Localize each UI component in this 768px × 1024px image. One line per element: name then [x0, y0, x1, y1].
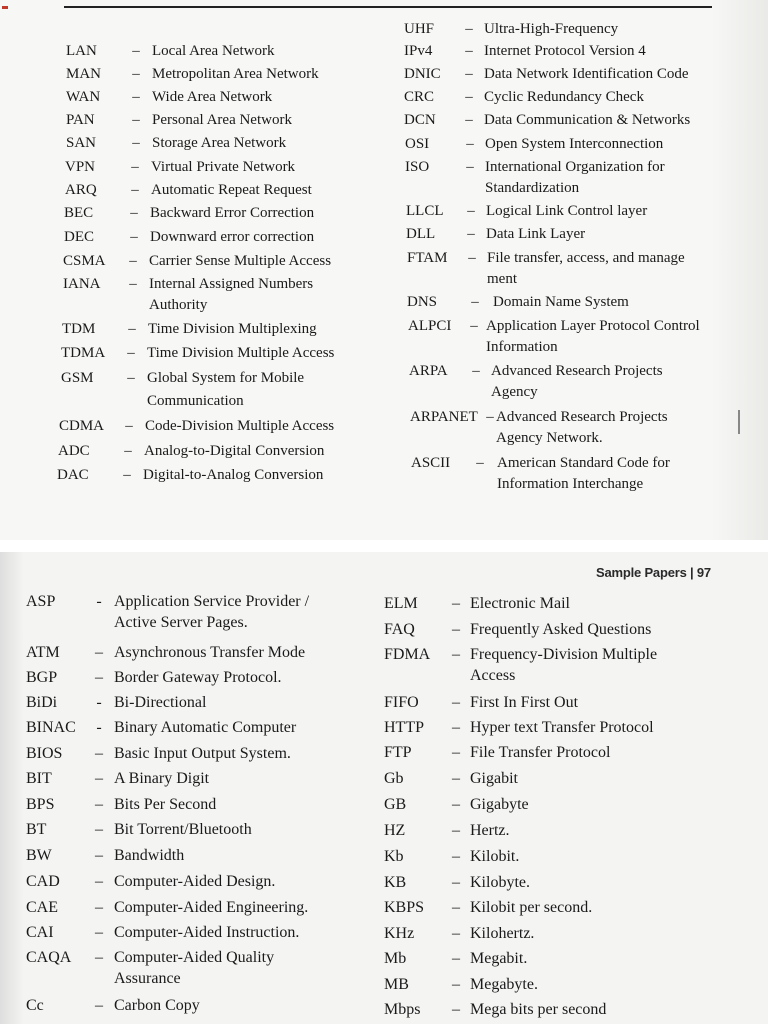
entry-dash: –: [129, 253, 137, 269]
entry-abbr: HTTP: [384, 719, 424, 736]
glossary-entry: [66, 87, 374, 108]
entry-abbr: ASP: [26, 593, 56, 610]
entry-abbr: GB: [384, 796, 407, 813]
entry-definition: Metropolitan Area Network: [152, 66, 319, 82]
entry-dash: –: [127, 345, 135, 361]
entry-definition: First In First Out: [470, 694, 579, 711]
entry-definition: Hyper text Transfer Protocol: [470, 719, 654, 736]
entry-dash: –: [132, 66, 140, 82]
entry-abbr: Mbps: [384, 1001, 421, 1018]
entry-definition: Local Area Network: [152, 43, 275, 59]
glossary-entry: [384, 898, 694, 919]
entry-abbr: ISO: [405, 159, 430, 175]
entry-definition: Internal Assigned Numbers Authority: [149, 276, 314, 313]
glossary-entry: [384, 769, 694, 790]
glossary-entry: [26, 820, 342, 841]
glossary-entry: [63, 274, 371, 315]
entry-abbr: KHz: [384, 925, 415, 942]
glossary-entry: [63, 251, 371, 272]
glossary-entry: [408, 316, 706, 357]
glossary-entry: [26, 668, 342, 689]
entry-definition: Advanced Research Projects Agency: [491, 363, 663, 400]
entry-definition: Bits Per Second: [114, 796, 217, 813]
entry-definition: Bi-Directional: [114, 694, 207, 711]
glossary-entry: [26, 846, 342, 867]
entry-abbr: KB: [384, 874, 407, 891]
entry-definition: Carrier Sense Multiple Access: [149, 253, 332, 269]
entry-abbr: Cc: [26, 997, 44, 1014]
entry-definition: American Standard Code for Information Interchange: [497, 455, 670, 492]
entry-definition: Downward error correction: [150, 229, 315, 245]
entry-dash: –: [123, 467, 131, 483]
entry-definition: Application Layer Protocol Control Information: [486, 318, 700, 355]
glossary-entry: [61, 343, 369, 364]
entry-definition: Personal Area Network: [152, 112, 292, 128]
glossary-entry: [26, 718, 342, 739]
entry-dash: –: [471, 294, 479, 310]
entry-definition: Data Network Identification Code: [484, 66, 689, 82]
glossary-entry: [64, 227, 372, 248]
glossary-entry: [59, 416, 367, 437]
entry-dash: –: [132, 112, 140, 128]
glossary-entry: [407, 292, 737, 313]
entry-dash: –: [465, 89, 473, 105]
entry-dash: –: [465, 43, 473, 59]
glossary-entry: [384, 620, 694, 641]
entry-abbr: ARPANET: [410, 409, 478, 425]
entry-dash: –: [95, 796, 103, 813]
glossary-entry: [62, 319, 370, 340]
entry-definition: Border Gateway Protocol.: [114, 669, 282, 686]
glossary-entry: [406, 224, 730, 245]
entry-dash: –: [131, 182, 139, 198]
entry-definition: Data Link Layer: [486, 226, 586, 242]
entry-dash: –: [465, 21, 473, 37]
entry-abbr: WAN: [66, 89, 101, 105]
glossary-entry: [404, 19, 728, 40]
entry-definition: Logical Link Control layer: [486, 203, 648, 219]
entry-definition: Computer-Aided Instruction.: [114, 924, 300, 941]
entry-definition: Domain Name System: [493, 294, 629, 310]
entry-abbr: BIT: [26, 770, 52, 787]
glossary-entry: [26, 693, 342, 714]
entry-abbr: ATM: [26, 644, 60, 661]
entry-definition: Frequently Asked Questions: [470, 621, 652, 638]
glossary-entry: [65, 180, 373, 201]
entry-definition: Basic Input Output System.: [114, 745, 291, 762]
entry-definition: Bandwidth: [114, 847, 185, 864]
entry-dash: –: [95, 821, 103, 838]
entry-abbr: FAQ: [384, 621, 415, 638]
glossary-entry: [406, 201, 730, 222]
glossary-entry: [66, 41, 374, 62]
glossary-entry: [405, 157, 729, 198]
glossary-entry: [26, 872, 342, 893]
glossary-entry: [407, 248, 715, 289]
glossary-entry: [411, 453, 707, 494]
entry-abbr: BGP: [26, 669, 58, 686]
entry-definition: Time Division Multiplexing: [148, 321, 317, 337]
entry-abbr: ELM: [384, 595, 418, 612]
entry-definition: Megabit.: [470, 950, 528, 967]
entry-definition: Global System for Mobile Communication: [147, 370, 305, 409]
entry-dash: –: [476, 455, 484, 471]
glossary-entry: [384, 821, 694, 842]
glossary-entry: [384, 693, 694, 714]
glossary-entry: [409, 361, 707, 402]
entry-abbr: PAN: [66, 112, 95, 128]
entry-definition: International Organization for Standardization: [485, 159, 665, 196]
bottom-page: [0, 552, 768, 1024]
entry-dash: –: [127, 370, 135, 386]
entry-dash: –: [452, 976, 460, 993]
entry-definition: Virtual Private Network: [151, 159, 296, 175]
glossary-entry: [26, 643, 342, 664]
entry-definition: Internet Protocol Version 4: [484, 43, 646, 59]
entry-abbr: GSM: [61, 370, 94, 386]
entry-definition: Electronic Mail: [470, 595, 570, 612]
entry-dash: –: [452, 899, 460, 916]
entry-dash: –: [95, 770, 103, 787]
entry-dash: –: [452, 950, 460, 967]
entry-definition: A Binary Digit: [114, 770, 210, 787]
entry-definition: Code-Division Multiple Access: [145, 418, 335, 434]
glossary-entry: [384, 847, 694, 868]
glossary-entry: [26, 948, 342, 989]
entry-abbr: CSMA: [63, 253, 106, 269]
entry-dash: –: [95, 847, 103, 864]
entry-dash: –: [468, 250, 476, 266]
entry-dash: –: [452, 796, 460, 813]
glossary-entry: [66, 133, 374, 154]
entry-abbr: UHF: [404, 21, 435, 37]
entry-definition: Storage Area Network: [152, 135, 287, 151]
entry-dash: –: [452, 621, 460, 638]
entry-abbr: FDMA: [384, 646, 431, 663]
entry-abbr: VPN: [65, 159, 96, 175]
glossary-entry: [66, 110, 374, 131]
entry-dash: –: [465, 66, 473, 82]
entry-abbr: FTP: [384, 744, 412, 761]
entry-abbr: BIOS: [26, 745, 63, 762]
glossary-entry: [384, 949, 694, 970]
entry-definition: Cyclic Redundancy Check: [484, 89, 644, 105]
entry-abbr: DAC: [57, 467, 89, 483]
entry-definition: File Transfer Protocol: [470, 744, 611, 761]
entry-dash: –: [130, 205, 138, 221]
entry-definition: File transfer, access, and manage ment: [487, 250, 685, 287]
entry-abbr: CRC: [404, 89, 435, 105]
entry-definition: Gigabit: [470, 770, 518, 787]
entry-dash: –: [465, 112, 473, 128]
entry-definition: Analog-to-Digital Conversion: [144, 443, 325, 459]
glossary-entry: [410, 407, 706, 448]
entry-dash: -: [96, 694, 102, 711]
entry-abbr: CAD: [26, 873, 60, 890]
entry-definition: Ultra-High-Frequency: [484, 21, 619, 37]
page-binding-shadow: [0, 552, 24, 1024]
entry-definition: Application Service Provider / Active Server Pages.: [114, 593, 310, 631]
entry-dash: –: [124, 443, 132, 459]
entry-dash: –: [452, 694, 460, 711]
entry-abbr: ARPA: [409, 363, 448, 379]
glossary-entry: [405, 134, 729, 155]
entry-definition: Kilobyte.: [470, 874, 530, 891]
entry-definition: Computer-Aided Quality Assurance: [114, 949, 275, 987]
glossary-entry: [384, 873, 694, 894]
entry-abbr: DNIC: [404, 66, 441, 82]
glossary-entry: [26, 996, 342, 1017]
glossary-entry: [57, 465, 365, 486]
entry-definition: Digital-to-Analog Conversion: [143, 467, 324, 483]
entry-definition: Binary Automatic Computer: [114, 719, 297, 736]
entry-definition: Data Communication & Networks: [484, 112, 691, 128]
entry-abbr: LLCL: [406, 203, 444, 219]
glossary-entry: [66, 64, 374, 85]
entry-dash: –: [452, 848, 460, 865]
entry-dash: –: [470, 318, 478, 334]
glossary-entry: [26, 898, 342, 919]
glossary-entry: [26, 923, 342, 944]
entry-dash: –: [95, 997, 103, 1014]
entry-definition: Automatic Repeat Request: [151, 182, 312, 198]
entry-dash: –: [452, 744, 460, 761]
entry-abbr: IANA: [63, 276, 101, 292]
glossary-entry: [26, 744, 342, 765]
glossary-entry: [404, 110, 728, 131]
glossary-entry: [26, 769, 342, 790]
entry-dash: –: [452, 925, 460, 942]
entry-dash: –: [132, 135, 140, 151]
entry-dash: –: [95, 873, 103, 890]
entry-dash: –: [129, 276, 137, 292]
entry-abbr: BEC: [64, 205, 94, 221]
glossary-entry: [58, 441, 366, 462]
entry-dash: –: [486, 409, 494, 425]
glossary-entry: [26, 795, 342, 816]
entry-dash: –: [95, 924, 103, 941]
corner-mark: [2, 6, 8, 9]
entry-dash: –: [466, 136, 474, 152]
glossary-entry: [384, 743, 694, 764]
entry-dash: –: [452, 1001, 460, 1018]
entry-dash: –: [95, 745, 103, 762]
entry-dash: –: [128, 321, 136, 337]
entry-definition: Carbon Copy: [114, 997, 200, 1014]
entry-definition: Wide Area Network: [152, 89, 273, 105]
entry-definition: Computer-Aided Design.: [114, 873, 276, 890]
entry-dash: –: [452, 646, 460, 663]
entry-dash: -: [96, 719, 102, 736]
glossary-entry: [65, 157, 373, 178]
entry-definition: Backward Error Correction: [150, 205, 315, 221]
entry-definition: Frequency-Division Multiple Access: [470, 646, 658, 684]
entry-abbr: ADC: [58, 443, 90, 459]
entry-definition: Megabyte.: [470, 976, 538, 993]
entry-abbr: OSI: [405, 136, 430, 152]
entry-abbr: CAI: [26, 924, 54, 941]
entry-dash: –: [452, 770, 460, 787]
entry-abbr: Gb: [384, 770, 404, 787]
entry-abbr: SAN: [66, 135, 97, 151]
glossary-entry: [64, 203, 372, 224]
entry-abbr: Mb: [384, 950, 407, 967]
entry-definition: Computer-Aided Engineering.: [114, 899, 309, 916]
entry-dash: –: [467, 203, 475, 219]
entry-abbr: DCN: [404, 112, 436, 128]
glossary-entry: [384, 645, 694, 686]
entry-abbr: CDMA: [59, 418, 105, 434]
entry-dash: –: [466, 159, 474, 175]
entry-dash: –: [452, 719, 460, 736]
entry-dash: –: [125, 418, 133, 434]
glossary-entry: [384, 975, 694, 996]
entry-abbr: BiDi: [26, 694, 58, 711]
entry-dash: –: [131, 159, 139, 175]
entry-abbr: TDMA: [61, 345, 106, 361]
entry-definition: Bit Torrent/Bluetooth: [114, 821, 252, 838]
entry-definition: Asynchronous Transfer Mode: [114, 644, 306, 661]
entry-abbr: BINAC: [26, 719, 76, 736]
glossary-entry: [384, 594, 694, 615]
entry-abbr: TDM: [62, 321, 96, 337]
entry-abbr: DNS: [407, 294, 438, 310]
entry-definition: Kilohertz.: [470, 925, 535, 942]
entry-abbr: BW: [26, 847, 52, 864]
entry-dash: –: [467, 226, 475, 242]
entry-dash: –: [95, 949, 103, 966]
glossary-entry: [404, 87, 728, 108]
entry-dash: –: [452, 822, 460, 839]
glossary-entry: [26, 592, 342, 633]
entry-abbr: FIFO: [384, 694, 419, 711]
page-gap: [0, 540, 768, 552]
entry-dash: –: [132, 89, 140, 105]
entry-abbr: ALPCI: [408, 318, 452, 334]
entry-abbr: DLL: [406, 226, 436, 242]
entry-abbr: BPS: [26, 796, 55, 813]
entry-abbr: MB: [384, 976, 409, 993]
entry-dash: –: [452, 874, 460, 891]
entry-definition: Hertz.: [470, 822, 510, 839]
entry-abbr: ARQ: [65, 182, 97, 198]
entry-abbr: DEC: [64, 229, 94, 245]
entry-dash: –: [95, 644, 103, 661]
entry-dash: –: [452, 595, 460, 612]
entry-definition: Mega bits per second: [470, 1001, 607, 1018]
glossary-entry: [404, 64, 728, 85]
entry-definition: Time Division Multiple Access: [147, 345, 335, 361]
entry-abbr: CAE: [26, 899, 58, 916]
entry-abbr: FTAM: [407, 250, 448, 266]
entry-abbr: MAN: [66, 66, 102, 82]
entry-abbr: LAN: [66, 43, 97, 59]
glossary-entry: [384, 924, 694, 945]
glossary-entry: [384, 1000, 694, 1021]
entry-definition: Gigabyte: [470, 796, 529, 813]
entry-dash: -: [96, 593, 102, 610]
entry-abbr: CAQA: [26, 949, 72, 966]
entry-abbr: HZ: [384, 822, 406, 839]
glossary-entry: [61, 367, 369, 413]
entry-definition: Open System Interconnection: [485, 136, 664, 152]
glossary-entry: [384, 795, 694, 816]
entry-dash: –: [472, 363, 480, 379]
entry-definition: Kilobit per second.: [470, 899, 593, 916]
glossary-entry: [404, 41, 728, 62]
entry-dash: –: [95, 899, 103, 916]
entry-abbr: Kb: [384, 848, 404, 865]
entry-abbr: ASCII: [411, 455, 451, 471]
entry-dash: –: [130, 229, 138, 245]
page-top-rule: [64, 6, 712, 8]
entry-dash: –: [132, 43, 140, 59]
entry-abbr: IPv4: [404, 43, 433, 59]
entry-definition: Advanced Research Projects Agency Network.: [496, 409, 668, 446]
page-edge-tick: [738, 410, 740, 434]
entry-definition: Kilobit.: [470, 848, 520, 865]
entry-abbr: KBPS: [384, 899, 425, 916]
running-head: Sample Papers | 97: [596, 565, 711, 580]
entry-dash: –: [95, 669, 103, 686]
glossary-entry: [384, 718, 694, 739]
entry-abbr: BT: [26, 821, 47, 838]
